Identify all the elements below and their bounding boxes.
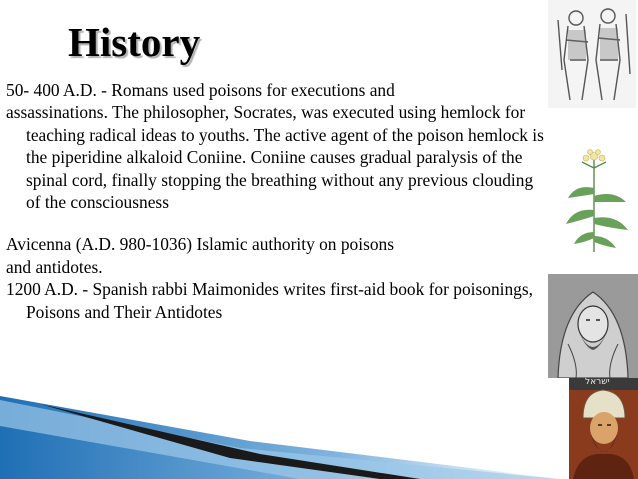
maimonides-portrait-icon bbox=[569, 378, 638, 479]
paragraph-socrates: assassinations. The philosopher, Socrates, was executed using hemlock for teaching radical ideas to youths. The active agent of the poison hemlock is the piperidine alkaloid Coniine. Coniine causes gradual paralysis of the spinal cord, finally stopping the breathing without any previous clouding of the consciousness bbox=[6, 102, 544, 213]
hemlock-plant-icon bbox=[560, 148, 634, 256]
paragraph-maimonides: 1200 A.D. - Spanish rabbi Maimonides writes first-aid book for poisonings, Poisons and Their Antidotes bbox=[6, 279, 533, 322]
slide-body bbox=[6, 79, 546, 323]
roman-soldiers-icon bbox=[548, 0, 636, 108]
avicenna-portrait-icon bbox=[548, 274, 638, 378]
maimonides-caption: ישראל bbox=[585, 378, 610, 387]
decorative-swoosh bbox=[0, 396, 560, 479]
paragraph-romans: 50- 400 A.D. - Romans used poisons for executions and bbox=[6, 80, 395, 100]
paragraph-antidotes: and antidotes. bbox=[6, 256, 103, 277]
slide-title: History bbox=[68, 19, 201, 65]
paragraph-gap bbox=[6, 213, 546, 233]
paragraph-avicenna: Avicenna (A.D. 980-1036) Islamic authority on poisons bbox=[6, 234, 394, 255]
